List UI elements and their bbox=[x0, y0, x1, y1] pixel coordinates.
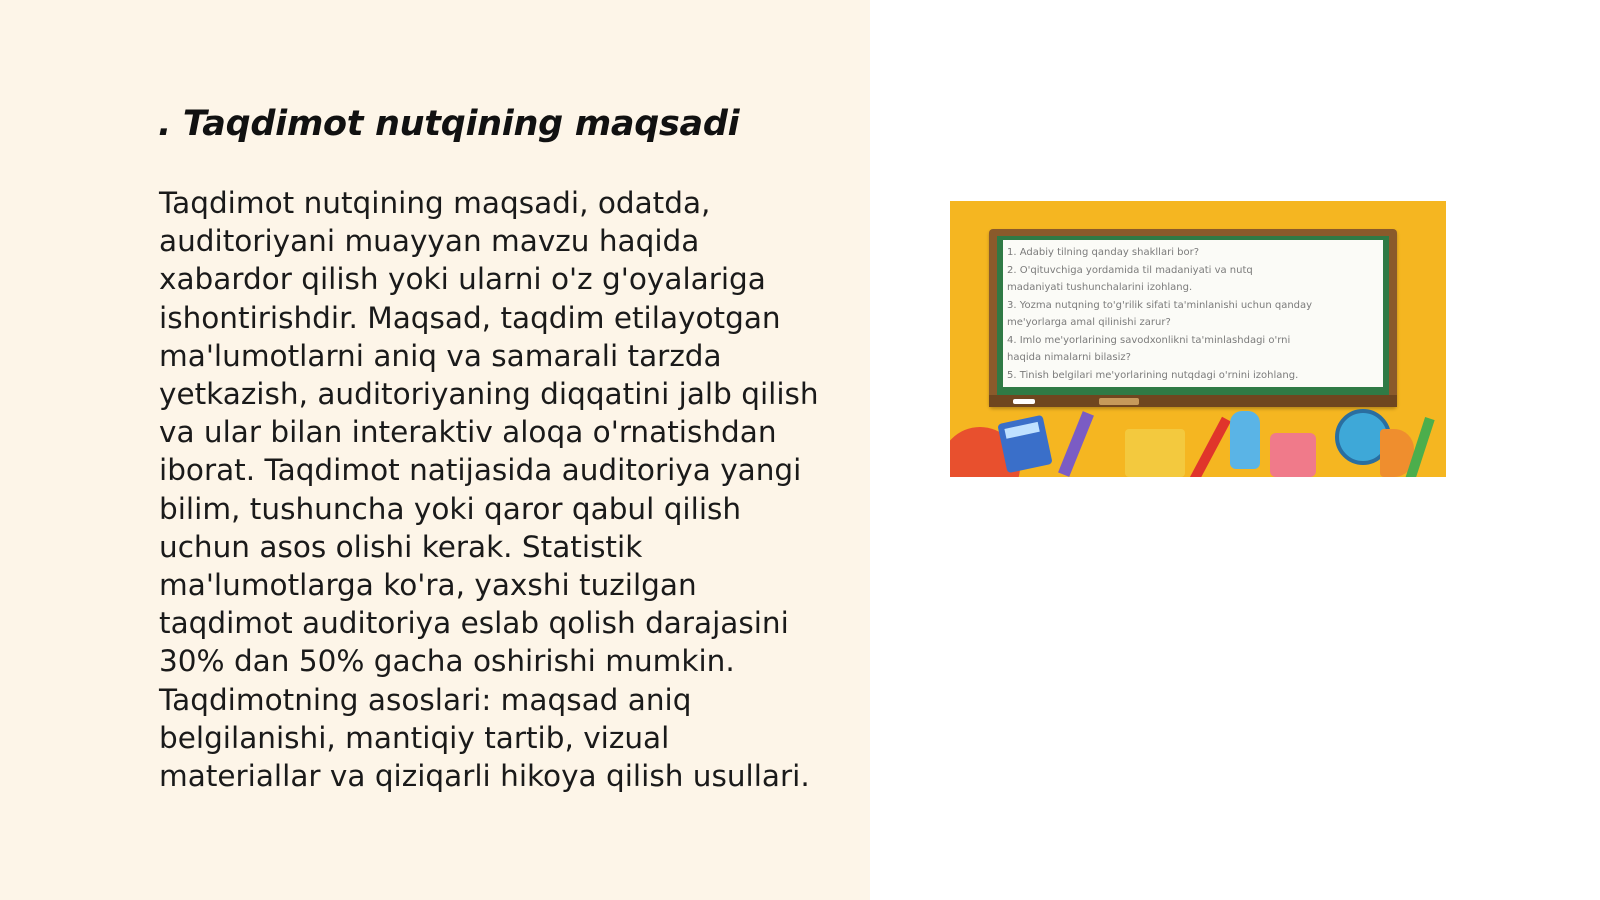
question-line: 2. O'qituvchiga yordamida til madaniyati va nutq bbox=[1007, 264, 1253, 276]
question-line: 3. Yozma nutqning to'g'rilik sifati ta'minlanishi uchun qanday bbox=[1007, 299, 1313, 311]
slide-body-text: Taqdimot nutqining maqsadi, odatda, auditoriyani muayyan mavzu haqida xabardor qilish yoki ularni o'z g'oyalariga ishontirishdir. Maqsad, taqdim etilayotgan ma'lumotlarni aniq va samarali tarzda yetkazish, auditoriyaning diqqatini jalb qilish va ular bilan interaktiv aloqa o'rnatishdan iborat. Taqdimot natijasida auditoriya yangi bilim, tushuncha yoki qaror qabul qilish uchun asos olishi kerak. Statistik ma'lumotlarga ko'ra, yaxshi tuzilgan taqdimot auditoriya eslab qolish darajasini 30% dan 50% gacha oshirishi mumkin. Taqdimotning asoslari: maqsad aniq belgilanishi, mantiqiy tartib, vizual materiallar va qiziqarli hikoya qilish usullari. bbox=[159, 186, 819, 794]
eraser-icon bbox=[1099, 398, 1139, 405]
book-icon bbox=[1125, 429, 1185, 477]
question-sheet bbox=[1003, 240, 1383, 387]
pencil-icon bbox=[1189, 417, 1231, 477]
box-icon bbox=[1270, 433, 1316, 477]
question-line: 5. Tinish belgilari me'yorlarining nutqdagi o'rnini izohlang. bbox=[1007, 369, 1299, 381]
question-line: me'yorlarga amal qilinishi zarur? bbox=[1007, 317, 1171, 328]
calculator-icon bbox=[997, 415, 1052, 473]
question-line: haqida nimalarni bilasiz? bbox=[1007, 352, 1131, 363]
chalk-icon bbox=[1013, 399, 1035, 404]
classroom-blackboard-image bbox=[950, 201, 1446, 477]
flask-icon bbox=[1230, 411, 1260, 469]
question-line: madaniyati tushunchalarini izohlang. bbox=[1007, 282, 1193, 293]
slide-title: . Taqdimot nutqining maqsadi bbox=[158, 104, 740, 144]
blackboard-frame bbox=[989, 229, 1397, 407]
board-ledge bbox=[989, 395, 1397, 407]
question-line: 1. Adabiy tilning qanday shakllari bor? bbox=[1007, 247, 1200, 258]
question-line: 4. Imlo me'yorlarining savodxonlikni ta'minlashdagi o'rni bbox=[1007, 334, 1291, 346]
blackboard bbox=[997, 236, 1389, 395]
pencil-icon bbox=[1058, 411, 1094, 477]
